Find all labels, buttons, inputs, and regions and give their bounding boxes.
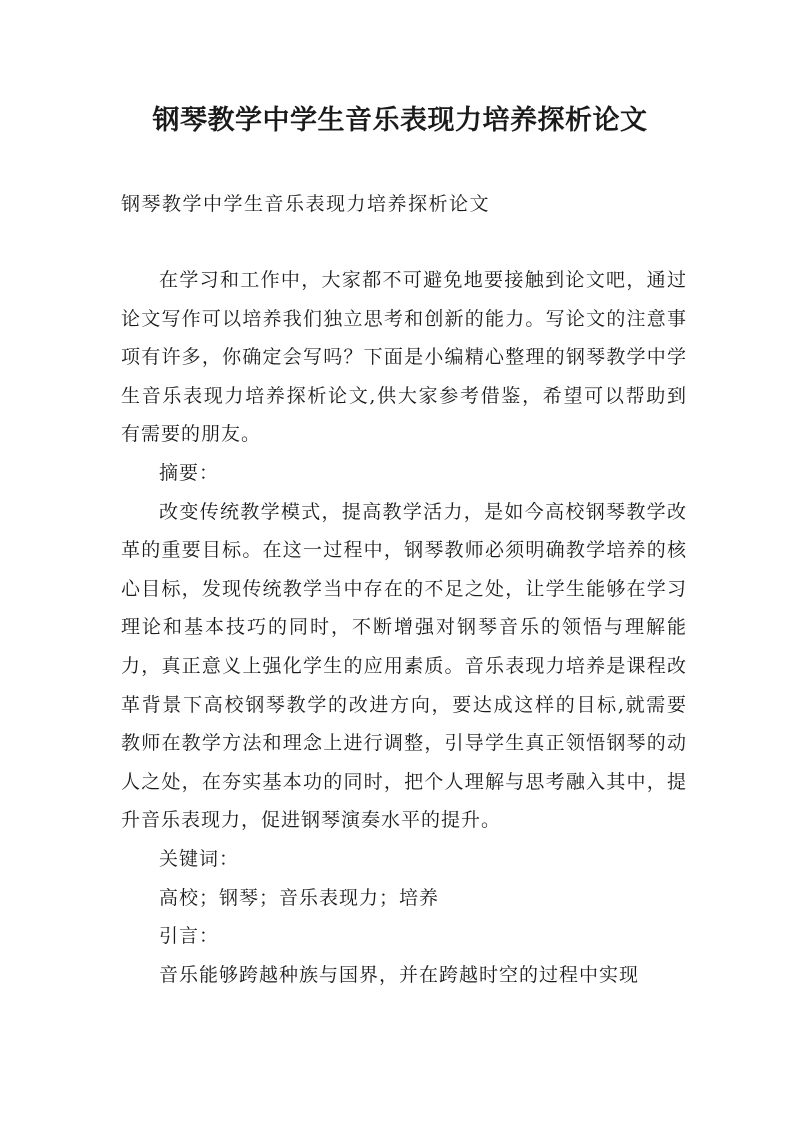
document-body bbox=[121, 261, 687, 994]
keywords-heading: 关键词： bbox=[159, 847, 240, 870]
document-subtitle: 钢琴教学中学生音乐表现力培养探析论文 bbox=[121, 193, 491, 215]
keywords-list: 高校；钢琴；音乐表现力；培养 bbox=[159, 886, 440, 909]
intro-paragraph: 在学习和工作中，大家都不可避免地要接触到论文吧，通过论文写作可以培养我们独立思考和创新的能力。写论文的注意事项有许多，你确定会写吗？下面是小编精心整理的钢琴教学中学生音乐表现力培养探析论文,供大家参考借鉴，希望可以帮助到有需要的朋友。 bbox=[121, 269, 687, 446]
abstract-paragraph: 改变传统教学模式，提高教学活力，是如今高校钢琴教学改革的重要目标。在这一过程中，钢琴教师必须明确教学培养的核心目标，发现传统教学当中存在的不足之处，让学生能够在学习理论和基本技巧的同时，不断增强对钢琴音乐的领悟与理解能力，真正意义上强化学生的应用素质。音乐表现力培养是课程改革背景下高校钢琴教学的改进方向，要达成这样的目标,就需要教师在教学方法和理念上进行调整，引导学生真正领悟钢琴的动人之处，在夯实基本功的同时，把个人理解与思考融入其中，提升音乐表现力，促进钢琴演奏水平的提升。 bbox=[121, 500, 687, 832]
introduction-paragraph: 音乐能够跨越种族与国界，并在跨越时空的过程中实现 bbox=[159, 963, 640, 986]
document-title: 钢琴教学中学生音乐表现力培养探析论文 bbox=[152, 105, 648, 136]
abstract-heading: 摘要： bbox=[159, 461, 220, 484]
introduction-heading: 引言： bbox=[159, 925, 220, 948]
